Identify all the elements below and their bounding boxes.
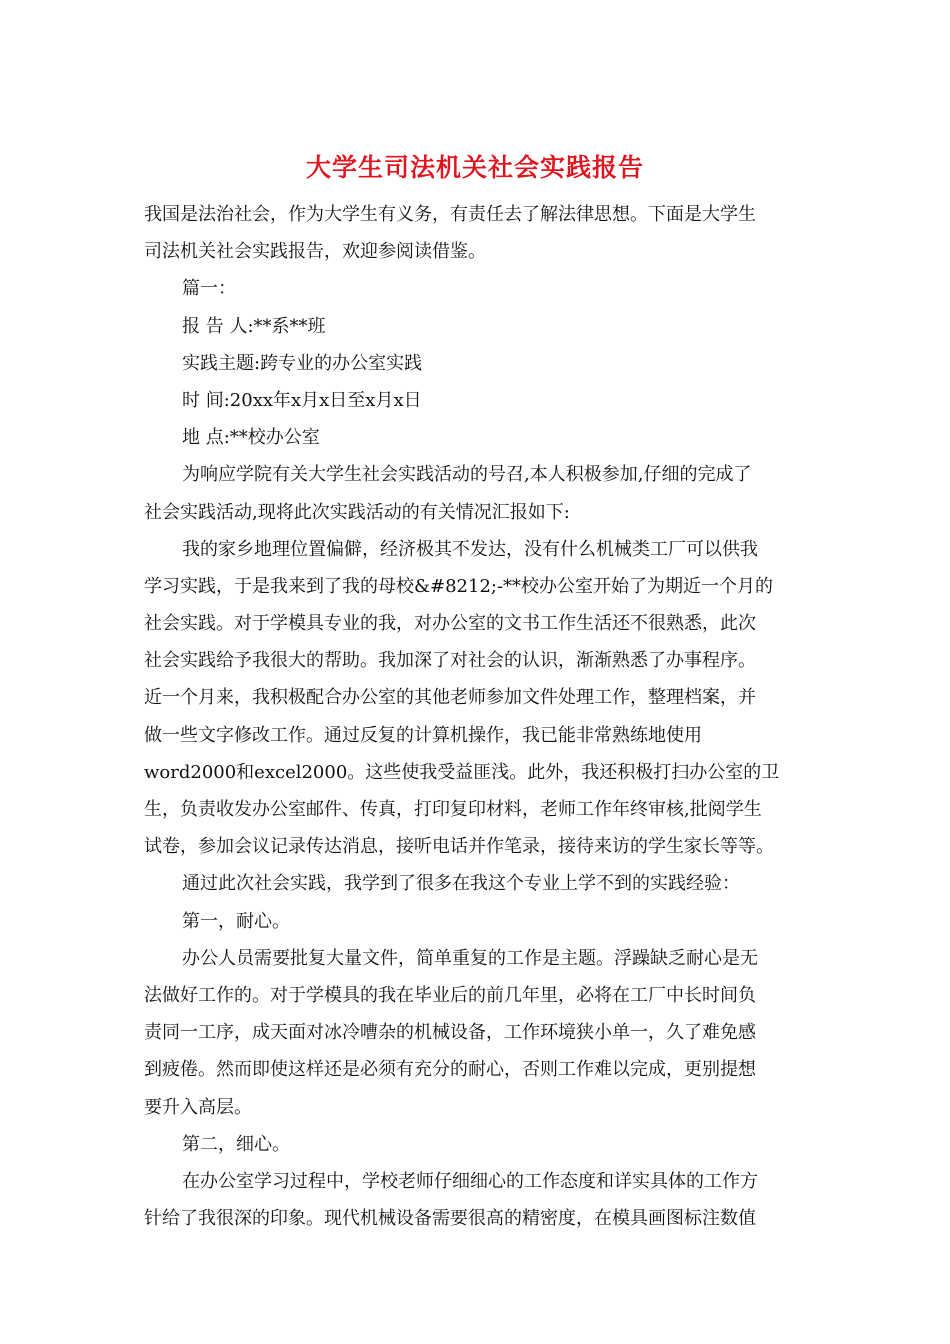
text-line: 实践主题:跨专业的办公室实践 xyxy=(182,352,423,374)
text-line: 生，负责收发办公室邮件、传真，打印复印材料，老师工作年终审核,批阅学生 xyxy=(144,799,762,820)
text-line: 第二，细心。 xyxy=(182,1133,290,1155)
text-line: 时 间:20xx年x月x日至x月x日 xyxy=(182,389,422,411)
text-line: 社会实践。对于学模具专业的我，对办公室的文书工作生活还不很熟悉，此次 xyxy=(144,613,756,635)
text-line: 社会实践活动,现将此次实践活动的有关情况汇报如下: xyxy=(144,501,570,523)
text-line: 社会实践给予我很大的帮助。我加深了对社会的认识，渐渐熟悉了办事程序。 xyxy=(144,650,756,672)
document-title: 大学生司法机关社会实践报告 xyxy=(305,153,644,182)
text-line: 法做好工作的。对于学模具的我在毕业后的前几年里，必将在工厂中长时间负 xyxy=(144,984,756,1006)
text-line: 责同一工序，成天面对冰冷嘈杂的机械设备，工作环境狭小单一，久了难免感 xyxy=(144,1022,756,1044)
text-line: 学习实践，于是我来到了我的母校&#8212;-**校办公室开始了为期近一个月的 xyxy=(144,575,774,597)
text-line: 要升入高层。 xyxy=(144,1096,252,1118)
text-line: 试卷，参加会议记录传达消息，接听电话并作笔录，接待来访的学生家长等等。 xyxy=(144,836,774,858)
text-line: 办公人员需要批复大量文件，简单重复的工作是主题。浮躁缺乏耐心是无 xyxy=(182,947,758,969)
text-line: 针给了我很深的印象。现代机械设备需要很高的精密度，在模具画图标注数值 xyxy=(144,1208,756,1230)
text-line: 做一些文字修改工作。通过反复的计算机操作，我已能非常熟练地使用 xyxy=(144,724,702,746)
text-line: 司法机关社会实践报告，欢迎参阅读借鉴。 xyxy=(144,241,486,263)
text-line: 报 告 人:**系**班 xyxy=(182,315,326,337)
text-line: 到疲倦。然而即使这样还是必须有充分的耐心，否则工作难以完成，更别提想 xyxy=(144,1059,756,1081)
text-line: 我的家乡地理位置偏僻，经济极其不发达，没有什么机械类工厂可以供我 xyxy=(182,538,758,560)
text-line: 在办公室学习过程中，学校老师仔细细心的工作态度和详实具体的工作方 xyxy=(182,1170,758,1192)
text-line: 通过此次社会实践，我学到了很多在我这个专业上学不到的实践经验： xyxy=(182,873,740,895)
text-line: 地 点:**校办公室 xyxy=(182,427,320,449)
text-line: 为响应学院有关大学生社会实践活动的号召,本人积极参加,仔细的完成了 xyxy=(182,464,752,486)
text-line: 篇一： xyxy=(182,278,236,300)
text-line: 我国是法治社会，作为大学生有义务，有责任去了解法律思想。下面是大学生 xyxy=(144,204,756,225)
text-line: word2000和excel2000。这些使我受益匪浅。此外，我还积极打扫办公室的卫 xyxy=(144,761,780,783)
text-line: 第一，耐心。 xyxy=(182,910,290,932)
text-line: 近一个月来，我积极配合办公室的其他老师参加文件处理工作，整理档案，并 xyxy=(144,687,756,709)
document-body xyxy=(144,196,800,1237)
